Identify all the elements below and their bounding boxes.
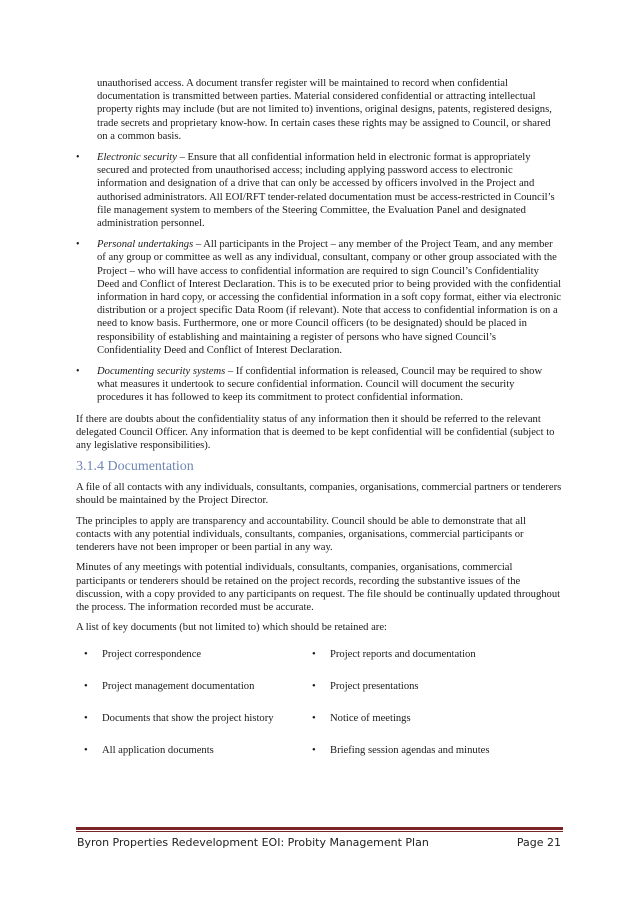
bullet-dot: • bbox=[76, 152, 80, 164]
list-item-text: Project reports and documentation bbox=[330, 649, 476, 661]
page-content bbox=[76, 77, 562, 776]
paragraph: Minutes of any meetings with potential individuals, consultants, companies, organisations, commercial participants or tenderers should be retained on the project records, recording the substantive issues of the discussion, with a copy provided to any participants on request. The file should be continually updated throughout the process. The information recorded must be accurate. bbox=[76, 562, 561, 613]
bullet-text: – Ensure that all confidential information held in electronic format is appropriately secured and protected from unauthorised access; including applying password access to electronic information and designation of a drive that can only be accessed by officers involved in the Project and authorised administrators. All EOI/RFT tender-related documentation must be access-restricted in Council’s file management system to members of the Steering Committee, the Evaluation Panel and designated administration personnel. bbox=[97, 152, 555, 230]
list-item-text: Documents that show the project history bbox=[102, 713, 274, 725]
bullet-text: – All participants in the Project – any member of the Project Team, and any member of any group or committee as well as any individual, consultant, company or other group associated with the Project – who will have access to confidential information are required to sign Council’s Confidentiality Deed and Conflict of Interest Declaration. This is to be executed prior to being provided with the confidential information in hard copy, or accessing the confidential information in a soft copy format, either via electronic distribution or a project specific Data Room (if relevant). Note that access to confidential information is on a need to know basis. Furthermore, one or more Council officers (to be designated) should be placed in responsibility of establishing and maintaining a register of persons who have signed Council’s Confidentiality Deed and Conflict of Interest Declaration. bbox=[97, 239, 562, 356]
list-item bbox=[304, 744, 552, 770]
list-item-text: Briefing session agendas and minutes bbox=[330, 745, 490, 757]
list-item-text: Notice of meetings bbox=[330, 713, 411, 725]
list-item bbox=[76, 648, 304, 674]
list-item bbox=[76, 712, 304, 738]
footer-divider-thin bbox=[76, 831, 563, 832]
bullet-personal-undertakings bbox=[76, 238, 562, 357]
bullet-electronic-security bbox=[76, 151, 562, 230]
bullet-dot: • bbox=[312, 681, 316, 693]
paragraph: A file of all contacts with any individuals, consultants, companies, organisations, commercial partners or tenderers should be maintained by the Project Director. bbox=[76, 482, 562, 507]
list-item bbox=[76, 744, 304, 770]
bullet-dot: • bbox=[312, 713, 316, 725]
bullet-dot: • bbox=[84, 649, 88, 661]
bullet-dot: • bbox=[76, 366, 80, 378]
list-item-text: All application documents bbox=[102, 745, 214, 757]
bullet-dot: • bbox=[84, 745, 88, 757]
bullet-text: – If confidential information is released, Council may be required to show what measures it undertook to secure confidential information. Council will document the security procedures it has followed to keep its commitment to protect confidential information. bbox=[97, 366, 543, 404]
bullet-title: Personal undertakings bbox=[97, 239, 194, 251]
section-heading: 3.1.4 Documentation bbox=[76, 459, 194, 475]
bullet-documenting-security-systems bbox=[76, 365, 562, 405]
paragraph: The principles to apply are transparency and accountability. Council should be able to demonstrate that all contacts with any potential individuals, consultants, companies, organisations, commercial participants or tenderers have not been improper or been partial in any way. bbox=[76, 515, 526, 554]
bullet-dot: • bbox=[312, 745, 316, 757]
list-item bbox=[304, 680, 552, 706]
list-item bbox=[304, 648, 552, 674]
key-documents-list bbox=[76, 648, 562, 776]
footer-page-number: Page 21 bbox=[516, 836, 561, 849]
list-item-text: Project management documentation bbox=[102, 681, 255, 693]
doubt-paragraph: If there are doubts about the confidentiality status of any information then it should be referred to the relevant delegated Council Officer. Any information that is deemed to be kept confidential will be confidential (subject to any legislative responsibilities). bbox=[76, 413, 555, 452]
bullet-dot: • bbox=[84, 713, 88, 725]
continued-paragraph: unauthorised access. A document transfer register will be maintained to record when confidential documentation is transmitted between parties. Material considered confidential or attracting intellectual property rights may include (but are not limited to) inventions, original designs, patents, registered designs, trade secrets and proprietary know-how. In certain cases these rights may be assigned to Council, or shared on a common basis. bbox=[97, 78, 552, 142]
bullet-dot: • bbox=[84, 681, 88, 693]
bullet-title: Electronic security bbox=[97, 152, 177, 164]
paragraph: A list of key documents (but not limited to) which should be retained are: bbox=[76, 622, 387, 634]
list-item bbox=[304, 712, 552, 738]
bullet-dot: • bbox=[76, 239, 80, 251]
bullet-dot: • bbox=[312, 649, 316, 661]
list-item-text: Project correspondence bbox=[102, 649, 202, 661]
footer-divider bbox=[76, 827, 563, 830]
footer-document-title: Byron Properties Redevelopment EOI: Probity Management Plan bbox=[77, 836, 429, 849]
bullet-title: Documenting security systems bbox=[97, 366, 226, 378]
list-item bbox=[76, 680, 304, 706]
list-item-text: Project presentations bbox=[330, 681, 419, 693]
